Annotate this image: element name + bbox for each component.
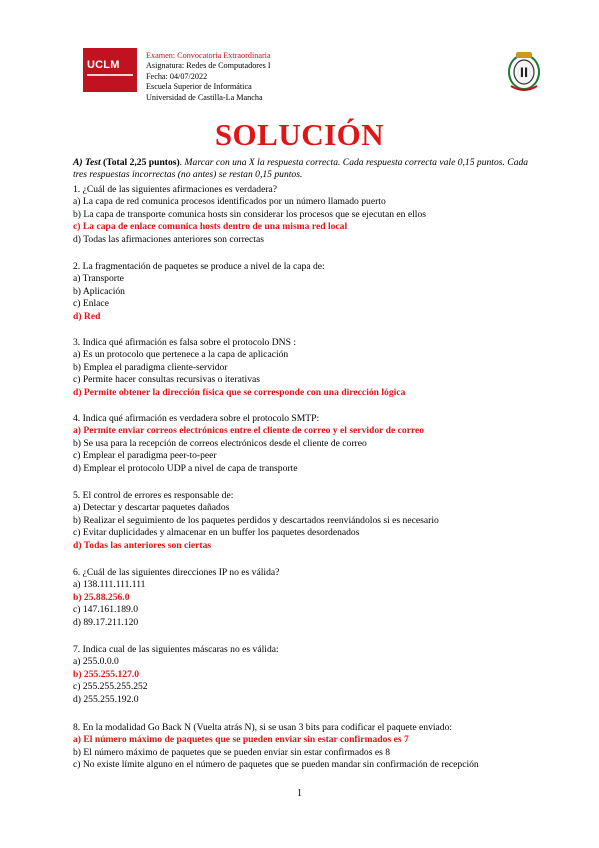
option: c) 147.161.189.0 bbox=[73, 604, 139, 616]
question-5 bbox=[73, 490, 535, 552]
option: d) Emplear el protocolo UDP a nivel de capa de transporte bbox=[73, 462, 298, 474]
school-seal-icon bbox=[504, 50, 544, 92]
question-stem: 7. Indica cual de las siguientes máscaras no es válida: bbox=[73, 644, 279, 655]
test-instructions bbox=[73, 157, 535, 182]
test-instructions-text: . Marcar con una X la respuesta correcta. Cada respuesta correcta vale 0,15 puntos. Cada tres respuestas incorrectas (no antes) se restan 0,15 puntos. bbox=[73, 157, 529, 181]
test-section-label: A) Test bbox=[73, 157, 101, 168]
exam-subject: Asignatura: Redes de Computadores I bbox=[146, 61, 271, 71]
correct-option: a) El número máximo de paquetes que se pueden enviar sin estar confirmados es 7 bbox=[73, 734, 409, 746]
exam-call: Examen: Convocatoria Extraordinaria bbox=[146, 51, 271, 60]
question-stem: 1. ¿Cuál de las siguientes afirmaciones es verdadera? bbox=[73, 184, 278, 195]
option: b) Emplea el paradigma cliente-servidor bbox=[73, 361, 228, 373]
correct-option: a) Permite enviar correos electrónicos entre el cliente de correo y el servidor de correo bbox=[73, 425, 425, 437]
question-1 bbox=[73, 184, 535, 246]
correct-option: d) Red bbox=[73, 310, 101, 322]
question-4 bbox=[73, 413, 535, 475]
exam-university: Universidad de Castilla-La Mancha bbox=[146, 92, 263, 102]
question-stem: 3. Indica qué afirmación es falsa sobre el protocolo DNS : bbox=[73, 337, 296, 348]
option: c) Permite hacer consultas recursivas o iterativas bbox=[73, 374, 261, 386]
option: b) El número máximo de paquetes que se pueden enviar sin estar confirmados es 8 bbox=[73, 746, 391, 758]
option: b) Se usa para la recepción de correos electrónicos desde el cliente de correo bbox=[73, 437, 367, 449]
option: a) Es un protocolo que pertenece a la capa de aplicación bbox=[73, 349, 289, 361]
option: a) Detectar y descartar paquetes dañados bbox=[73, 502, 230, 514]
option: c) Emplear el paradigma peer-to-peer bbox=[73, 450, 217, 462]
uclm-logo-text: UCLM bbox=[87, 59, 120, 71]
option: d) 89.17.211.120 bbox=[73, 616, 139, 628]
question-stem: 2. La fragmentación de paquetes se produce a nivel de la capa de: bbox=[73, 261, 325, 272]
option: a) 255.0.0.0 bbox=[73, 656, 119, 668]
exam-header bbox=[146, 51, 271, 103]
correct-option: d) Permite obtener la dirección física que se corresponde con una dirección lógica bbox=[73, 386, 406, 398]
option: c) Enlace bbox=[73, 298, 109, 310]
option: c) No existe límite alguno en el número de paquetes que se pueden mandar sin confirmación de recepción bbox=[73, 759, 479, 771]
option: a) La capa de red comunica procesos identificados por un número llamado puerto bbox=[73, 196, 386, 208]
question-8 bbox=[73, 722, 535, 772]
question-stem: 5. El control de errores es responsable de: bbox=[73, 490, 234, 501]
option: b) Realizar el seguimiento de los paquetes perdidos y descartados reenviándolos si es necesario bbox=[73, 514, 439, 526]
correct-option: d) Todas las anteriores son ciertas bbox=[73, 539, 212, 551]
correct-option: b) 255.255.127.0 bbox=[73, 668, 140, 680]
question-6 bbox=[73, 567, 535, 629]
question-7 bbox=[73, 644, 535, 706]
correct-option: c) La capa de enlace comunica hosts dentro de una misma red local bbox=[73, 221, 348, 233]
exam-date: Fecha: 04/07/2022 bbox=[146, 71, 208, 81]
option: d) Todas las afirmaciones anteriores son correctas bbox=[73, 233, 264, 245]
page-title: SOLUCIÓN bbox=[214, 117, 385, 152]
option: b) Aplicación bbox=[73, 285, 125, 297]
question-stem: 4. Indica qué afirmación es verdadera sobre el protocolo SMTP: bbox=[73, 413, 320, 424]
option: c) Evitar duplicidades y almacenar en un buffer los paquetes desordenados bbox=[73, 527, 360, 539]
question-stem: 8. En la modalidad Go Back N (Vuelta atrás N), si se usan 3 bits para codificar el paquete enviado: bbox=[73, 722, 453, 733]
test-total-points: (Total 2,25 puntos) bbox=[103, 157, 180, 168]
exam-school: Escuela Superior de Informática bbox=[146, 82, 252, 92]
option: d) 255.255.192.0 bbox=[73, 693, 139, 705]
uclm-logo bbox=[83, 48, 137, 92]
question-3 bbox=[73, 337, 535, 399]
option: c) 255.255.255.252 bbox=[73, 681, 148, 693]
svg-text:ll: ll bbox=[519, 66, 529, 80]
question-stem: 6. ¿Cuál de las siguientes direcciones IP no es válida? bbox=[73, 567, 280, 578]
option: a) 138.111.111.111 bbox=[73, 579, 146, 591]
page-number: 1 bbox=[297, 788, 302, 799]
question-2 bbox=[73, 261, 535, 323]
option: a) Transporte bbox=[73, 273, 124, 285]
correct-option: b) 25.88.256.0 bbox=[73, 591, 130, 603]
option: b) La capa de transporte comunica hosts sin considerar los procesos que se ejecutan en ellos bbox=[73, 208, 426, 220]
